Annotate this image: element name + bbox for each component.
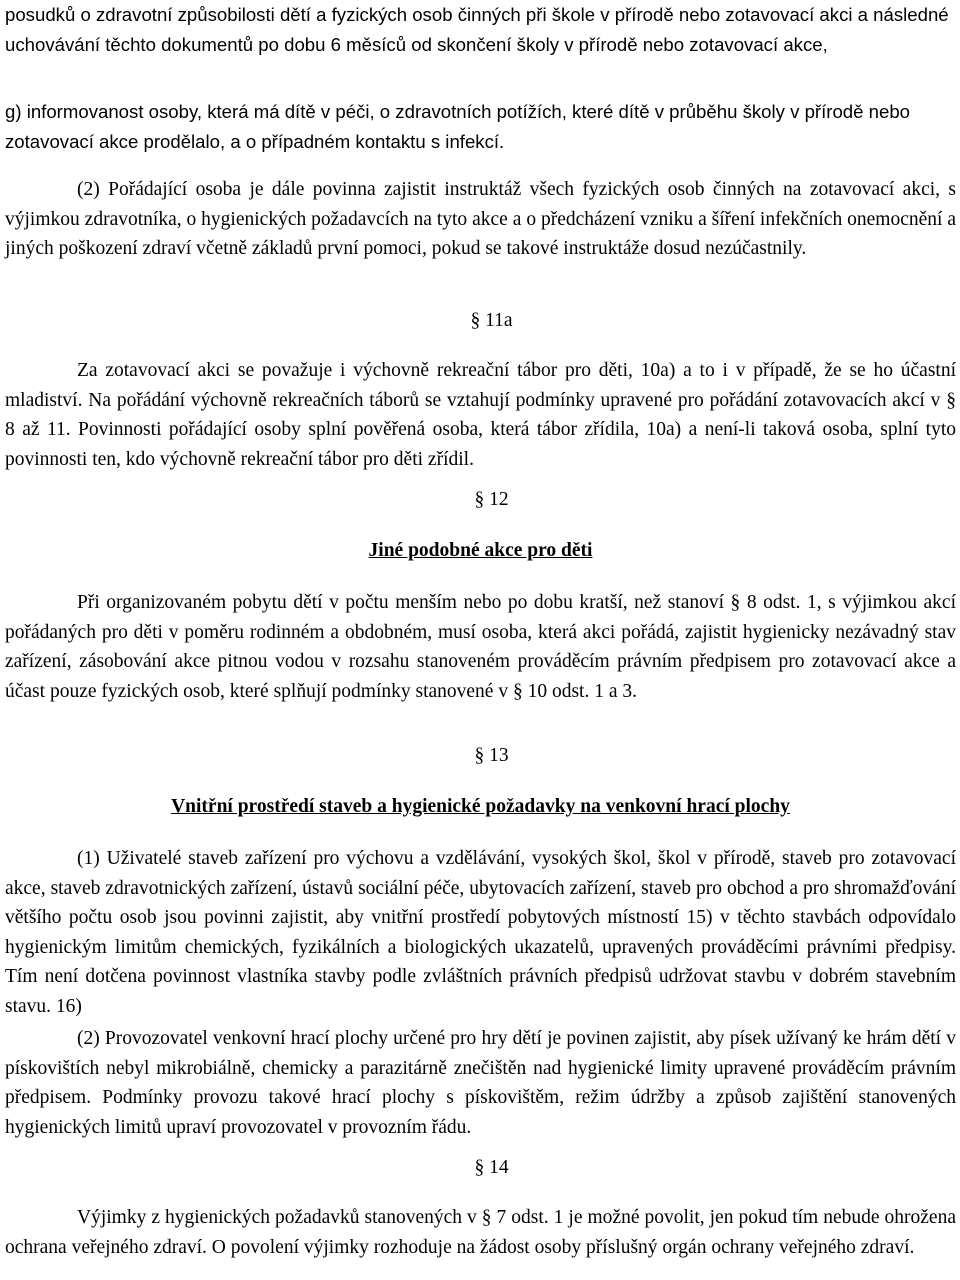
- paragraph-11-2: (2) Pořádající osoba je dále povinna zajistit instruktáž všech fyzických osob činných na zotavovací akci, s výjimkou zdravotníka, o hygienických požadavcích na tyto akce a o předcházení vzniku a šíření infekčních onemocnění a jiných poškození zdraví včetně základů první pomoci, pokud se takové instruktáže dosud nezúčastnily.: [5, 179, 956, 260]
- section-12-heading: § 12: [474, 489, 509, 510]
- paragraph-11a: Za zotavovací akci se považuje i výchovně rekreační tábor pro děti, 10a) a to i v případě, že se ho účastní mladiství. Na pořádání výchovně rekreačních táborů se vztahují podmínky upravené pro pořádání zotavovacích akcí v § 8 až 11. Povinnosti pořádající osoby splní pověřená osoba, která tábor zřídila, 10a) a není-li taková osoba, splní tyto povinnosti ten, kdo výchovně rekreační tábor pro děti zřídil.: [5, 360, 956, 470]
- section-12-title: Jiné podobné akce pro děti: [368, 540, 593, 561]
- section-13-heading: § 13: [474, 745, 509, 766]
- paragraph-continuation: posudků o zdravotní způsobilosti dětí a fyzických osob činných při škole v přírodě nebo zotavovací akci a následné uchovávání těchto dokumentů po dobu 6 měsíců od skončení školy v přírodě nebo zotavovací akce,: [5, 4, 949, 55]
- paragraph-14: Výjimky z hygienických požadavků stanovených v § 7 odst. 1 je možné povolit, jen pokud tím nebude ohrožena ochrana veřejného zdraví. O povolení výjimky rozhoduje na žádost osoby příslušný orgán ochrany veřejného zdraví.: [5, 1207, 956, 1258]
- paragraph-g: g) informovanost osoby, která má dítě v péči, o zdravotních potížích, které dítě v průběhu školy v přírodě nebo zotavovací akce prodělalo, a o případném kontaktu s infekcí.: [5, 101, 911, 152]
- section-14-heading: § 14: [474, 1157, 509, 1178]
- section-13-title: Vnitřní prostředí staveb a hygienické požadavky na venkovní hrací plochy: [171, 796, 790, 817]
- section-11a-heading: § 11a: [470, 310, 513, 331]
- paragraph-13-2: (2) Provozovatel venkovní hrací plochy určené pro hry dětí je povinen zajistit, aby písek užívaný ke hrám dětí v pískovištích nebyl mikrobiálně, chemicky a parazitárně znečištěn nad hygienické limity upravené prováděcím právním předpisem. Podmínky provozu takové hrací plochy s pískovištěm, režim údržby a způsob zajištění stanovených hygienických limitů upraví provozovatel v provozním řádu.: [5, 1028, 956, 1138]
- paragraph-13-1: (1) Uživatelé staveb zařízení pro výchovu a vzdělávání, vysokých škol, škol v přírodě, staveb pro zotavovací akce, staveb zdravotnických zařízení, ústavů sociální péče, ubytovacích zařízení, staveb pro obchod a pro shromažďování většího počtu osob jsou povinni zajistit, aby vnitřní prostředí pobytových místností 15) v těchto stavbách odpovídalo hygienickým limitům chemických, fyzikálních a biologických ukazatelů, upravených prováděcími právními předpisy. Tím není dotčena povinnost vlastníka stavby podle zvláštních právních předpisů udržovat stavbu v dobrém stavebním stavu. 16): [5, 848, 956, 1017]
- paragraph-12: Při organizovaném pobytu dětí v počtu menším nebo po dobu kratší, než stanoví § 8 odst. 1, s výjimkou akcí pořádaných pro děti v poměru rodinném a obdobném, musí osoba, která akci pořádá, zajistit hygienicky nezávadný stav zařízení, zásobování akce pitnou vodou v rozsahu stanoveném prováděcím právním předpisem pro zotavovací akce a účast pouze fyzických osob, které splňují podmínky stanovené v § 10 odst. 1 a 3.: [5, 592, 956, 702]
